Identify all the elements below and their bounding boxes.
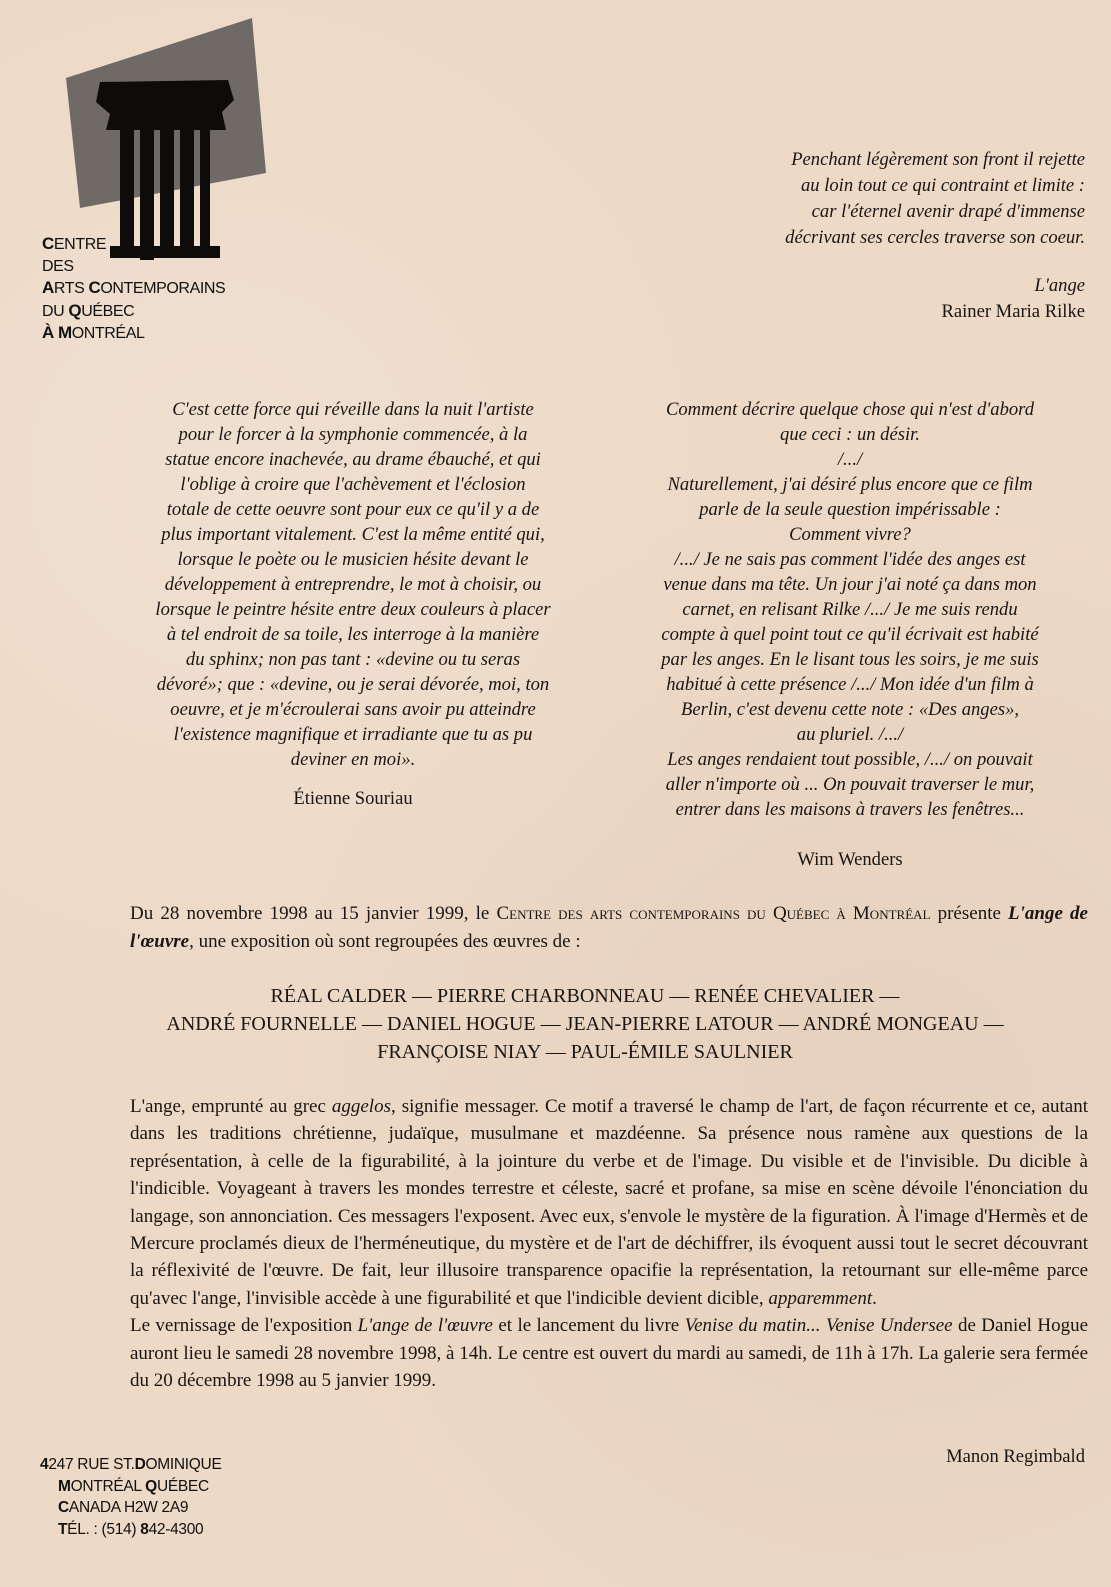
- epigraph-source: [941, 273, 1085, 325]
- org-line: À MONTRÉAL: [42, 323, 145, 342]
- epigraph-work: L'ange: [1034, 275, 1085, 296]
- org-line: DES: [42, 257, 74, 275]
- quote-line: plus important vitalement. C'est la même entité qui,: [161, 524, 545, 545]
- essay-text: Le vernissage de l'exposition: [130, 1315, 358, 1337]
- epigraph-author: Rainer Maria Rilke: [941, 301, 1085, 322]
- quote-line: statue encore inachevée, au drame ébauché, et qui: [165, 449, 541, 470]
- column-capital-icon: [66, 18, 266, 268]
- address-line: MONTRÉAL QUÉBEC: [58, 1477, 209, 1495]
- quote-line: oeuvre, et je m'écroulerai sans avoir pu atteindre: [170, 699, 536, 720]
- quote-line: habitué à cette présence /.../ Mon idée d'un film à: [666, 674, 1034, 695]
- quote-line: /.../: [837, 449, 863, 470]
- artists-line: RÉAL CALDER — PIERRE CHARBONNEAU — RENÉE CHEVALIER —: [270, 985, 900, 1007]
- quote-souriau: [118, 397, 588, 811]
- essay-italic: L'ange de l'œuvre: [357, 1315, 493, 1337]
- org-line: ARTS CONTEMPORAINS: [42, 278, 226, 297]
- epigraph-line: Penchant légèrement son front il rejette: [791, 149, 1085, 170]
- essay-text: L'ange, emprunté au grec: [130, 1096, 332, 1117]
- essay-paragraph: [130, 1312, 1088, 1394]
- essay-text: .: [872, 1287, 877, 1309]
- epigraph-line: car l'éternel avenir drapé d'immense: [811, 201, 1085, 222]
- quote-line: par les anges. En le lisant tous les soirs, je me suis: [661, 649, 1039, 670]
- address-line: TÉL. : (514) 842-4300: [58, 1520, 204, 1538]
- address-block: [40, 1454, 222, 1540]
- exhibition-intro: [130, 900, 1088, 956]
- essay-italic: aggelos: [331, 1096, 391, 1117]
- quote-author: Wim Wenders: [797, 849, 903, 870]
- quote-line: du sphinx; non pas tant : «devine ou tu seras: [185, 649, 521, 670]
- quote-line: dévoré»; que : «devine, ou je serai dévorée, moi, ton: [156, 674, 550, 695]
- quote-line: pour le forcer à la symphonie commencée, à la: [178, 424, 528, 445]
- quote-line: Naturellement, j'ai désiré plus encore que ce film: [667, 474, 1033, 495]
- intro-text: Du 28 novembre 1998 au 15 janvier 1999, le: [130, 903, 497, 924]
- essay-signature: Manon Regimbald: [946, 1446, 1085, 1467]
- quote-line: venue dans ma tête. Un jour j'ai noté ça dans mon: [663, 574, 1037, 595]
- epigraph-line: décrivant ses cercles traverse son coeur.: [785, 227, 1085, 248]
- org-line: DU QUÉBEC: [42, 300, 135, 320]
- essay-italic: apparemment: [768, 1287, 873, 1309]
- quote-line: compte à quel point tout ce qu'il écrivait est habité: [661, 624, 1039, 645]
- essay-text: , signifie messager. Ce motif a traversé le champ de l'art, de façon récurrente et ce, autant dans les traditions chrétienne, judaïque, musulmane et mazdéenne. Sa présence nous ramène aux questions de la représentation, à celle de la figurabilité, à la jointure du verbe et de l'image. Du visible et de l'invisible. Du dicible à l'indicible. Voyageant à travers les mondes terrestre et céleste, sacré et profane, sa mise en scène dévoile l'énonciation du langage, son annonciation. Ces messagers l'exposent. Avec eux, s'envole le mystère de la figuration. À l'image d'Hermès et de Mercure proclamés dieux de l'herméneutique, du mystère et de l'art de déchiffrer, ils évoquent aussi tout le secret découvrant la réflexivité de l'œuvre. De fait, leur illusoire transparence opacifie la représentation, la retournant sur elle-même parce qu'avec l'ange, l'invisible accède à une figurabilité et que l'indicible devient dicible,: [130, 1096, 1088, 1309]
- quote-line: développement à entreprendre, le mot à choisir, ou: [164, 574, 542, 595]
- essay-italic: Venise du matin... Venise Undersee: [684, 1315, 953, 1337]
- intro-text: présente: [930, 903, 1009, 924]
- exhibition-title: L'ange de l'œuvre: [130, 903, 1088, 952]
- artists-line: FRANÇOISE NIAY — PAUL-ÉMILE SAULNIER: [377, 1041, 793, 1063]
- intro-text: , une exposition où sont regroupées des œuvres de :: [189, 931, 581, 952]
- quote-line: lorsque le poète ou le musicien hésite devant le: [177, 549, 529, 570]
- quote-line: deviner en moi».: [290, 749, 416, 770]
- quote-wenders: [630, 397, 1070, 872]
- quote-line: au pluriel. /.../: [796, 724, 904, 745]
- quote-author: Étienne Souriau: [293, 788, 413, 809]
- quote-line: Les anges rendaient tout possible, /.../ on pouvait: [667, 749, 1033, 770]
- address-line: CANADA H2W 2A9: [58, 1499, 189, 1516]
- quote-line: parle de la seule question impérissable :: [699, 499, 1001, 520]
- quote-line: carnet, en relisant Rilke /.../ Je me suis rendu: [682, 599, 1018, 620]
- artists-line: ANDRÉ FOURNELLE — DANIEL HOGUE — JEAN-PIERRE LATOUR — ANDRÉ MONGEAU —: [166, 1013, 1004, 1035]
- epigraph-line: au loin tout ce qui contraint et limite :: [800, 175, 1085, 196]
- artists-list: [60, 982, 1110, 1066]
- quote-line: que ceci : un désir.: [780, 424, 920, 445]
- org-line: CENTRE: [42, 234, 107, 253]
- quote-line: à tel endroit de sa toile, les interroge à la manière: [166, 624, 540, 645]
- epigraph-rilke: [565, 147, 1085, 251]
- essay-text: de Daniel Hogue auront lieu le samedi 28 novembre 1998, à 14h. Le centre est ouvert du mardi au samedi, de 11h à 17h. La galerie sera fermée du 20 décembre 1998 au 5 janvier 1999.: [130, 1315, 1088, 1392]
- essay-body: [130, 1093, 1088, 1394]
- address-line: 4247 RUE ST.DOMINIQUE: [40, 1456, 222, 1473]
- org-name-inline: Centre des arts contemporains du Québec à Montréal: [496, 903, 931, 924]
- organization-name: [42, 233, 225, 345]
- quote-line: lorsque le peintre hésite entre deux couleurs à placer: [155, 599, 551, 620]
- essay-paragraph: [130, 1093, 1088, 1312]
- quote-line: entrer dans les maisons à travers les fenêtres...: [675, 799, 1025, 820]
- quote-line: totale de cette oeuvre sont pour eux ce qu'il y a de: [166, 499, 540, 520]
- quote-line: Berlin, c'est devenu cette note : «Des anges»,: [680, 699, 1020, 720]
- quote-line: /.../ Je ne sais pas comment l'idée des anges est: [674, 549, 1026, 570]
- quote-line: C'est cette force qui réveille dans la nuit l'artiste: [172, 399, 534, 420]
- quote-line: aller n'importe où ... On pouvait traverser le mur,: [665, 774, 1035, 795]
- quote-line: Comment vivre?: [789, 524, 911, 545]
- quote-line: l'oblige à croire que l'achèvement et l'éclosion: [180, 474, 526, 495]
- quote-line: Comment décrire quelque chose qui n'est d'abord: [665, 399, 1035, 420]
- essay-text: et le lancement du livre: [492, 1315, 685, 1337]
- quote-line: l'existence magnifique et irradiante que tu as pu: [173, 724, 533, 745]
